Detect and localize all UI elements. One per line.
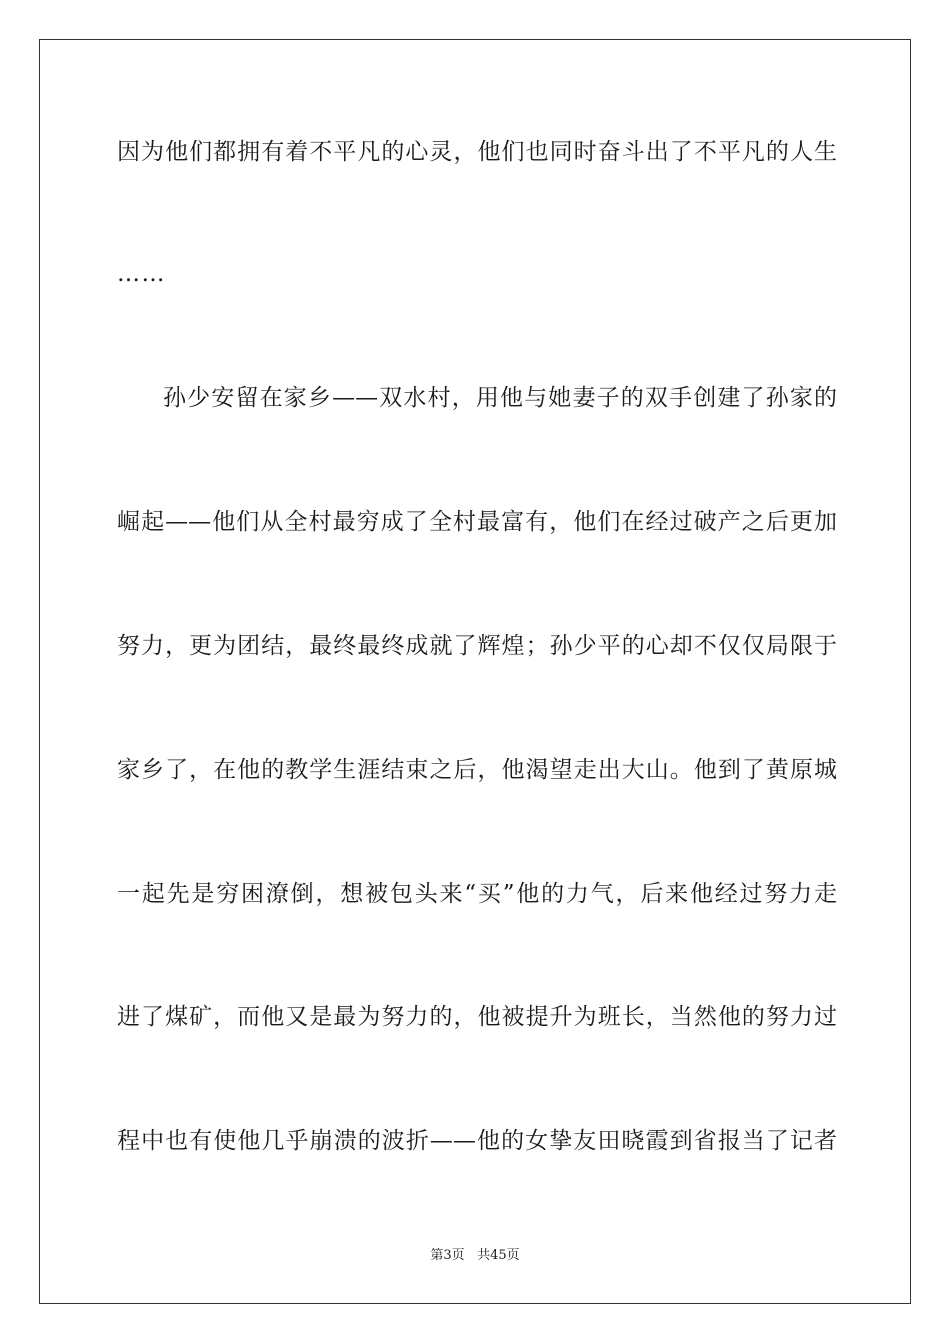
page-total: 共45页 <box>477 1248 520 1263</box>
page-number: 第3页 <box>430 1248 465 1263</box>
text-line-1: 因为他们都拥有着不平凡的心灵，他们也同时奋斗出了不平凡的人生 <box>117 139 837 165</box>
text-line-5: 努力，更为团结，最终最终成就了辉煌；孙少平的心却不仅仅局限于 <box>117 633 837 659</box>
text-line-9: 程中也有使他几乎崩溃的波折——他的女挚友田晓霞到省报当了记者 <box>117 1128 837 1154</box>
page-border <box>39 39 911 1304</box>
text-line-7: 一起先是穷困潦倒，想被包头来“买”他的力气，后来他经过努力走 <box>117 881 837 907</box>
text-line-2: …… <box>117 261 167 287</box>
text-line-3: 孙少安留在家乡——双水村，用他与她妻子的双手创建了孙家的 <box>163 385 837 411</box>
text-line-4: 崛起——他们从全村最穷成了全村最富有，他们在经过破产之后更加 <box>117 509 837 535</box>
page-footer <box>0 1247 950 1265</box>
text-line-8: 进了煤矿，而他又是最为努力的，他被提升为班长，当然他的努力过 <box>117 1004 837 1030</box>
text-line-6: 家乡了，在他的教学生涯结束之后，他渴望走出大山。他到了黄原城 <box>117 757 837 783</box>
